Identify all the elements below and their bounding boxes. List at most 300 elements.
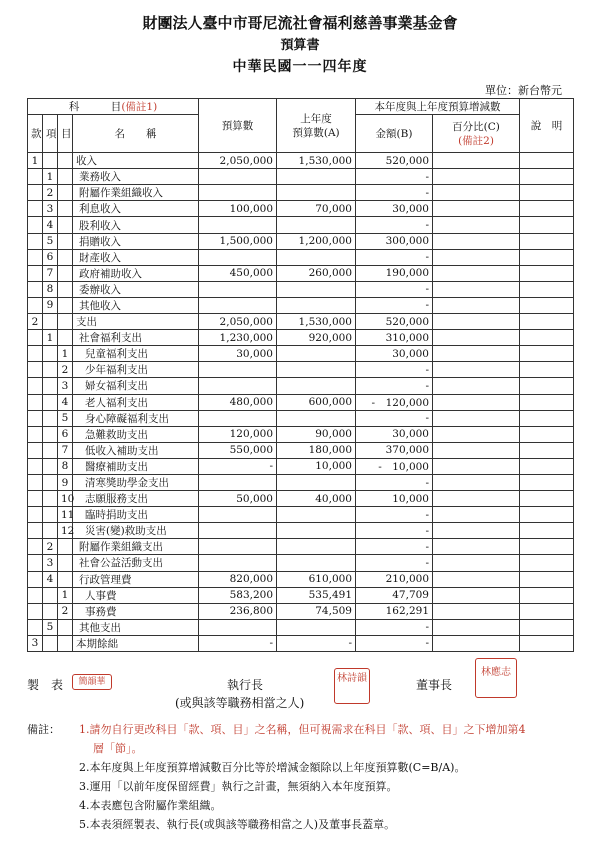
remark-header: 說 明: [520, 99, 574, 153]
prev-cell: 10,000: [277, 458, 356, 474]
kuan-cell: [28, 426, 43, 442]
name-cell: 行政管理費: [73, 571, 199, 587]
prev-cell: -: [277, 635, 356, 651]
prev-cell: [277, 555, 356, 571]
diff-cell: -: [356, 635, 433, 651]
prev-cell: [277, 474, 356, 490]
table-row: [28, 555, 574, 571]
kuan-cell: [28, 523, 43, 539]
name-cell: 捐贈收入: [73, 233, 199, 249]
pct-cell: [433, 394, 520, 410]
name-cell: 本期餘絀: [73, 635, 199, 651]
mu-cell: 1: [58, 587, 73, 603]
remark-cell: [520, 410, 574, 426]
mu-header: 目: [58, 115, 73, 153]
xiang-header: 項: [43, 115, 58, 153]
kuan-cell: [28, 217, 43, 233]
budget-cell: [199, 249, 277, 265]
kuan-cell: [28, 555, 43, 571]
remark-cell: [520, 346, 574, 362]
table-row: [28, 539, 574, 555]
pct-cell: [433, 330, 520, 346]
table-row: [28, 410, 574, 426]
diff-cell: -: [356, 474, 433, 490]
xiang-cell: [43, 426, 58, 442]
mu-cell: 7: [58, 442, 73, 458]
budget-cell: 236,800: [199, 603, 277, 619]
remark-cell: [520, 233, 574, 249]
pct-cell: [433, 378, 520, 394]
xiang-cell: 2: [43, 539, 58, 555]
note-1-cont: 層「節」。: [93, 742, 143, 755]
pct-cell: [433, 249, 520, 265]
mu-cell: 11: [58, 507, 73, 523]
pct-cell: [433, 555, 520, 571]
remark-cell: [520, 330, 574, 346]
mu-cell: [58, 314, 73, 330]
xiang-cell: [43, 474, 58, 490]
xiang-cell: [43, 362, 58, 378]
xiang-cell: [43, 507, 58, 523]
budget-cell: 2,050,000: [199, 153, 277, 169]
mu-cell: [58, 619, 73, 635]
mu-cell: [58, 249, 73, 265]
xiang-cell: 5: [43, 619, 58, 635]
budget-cell: 100,000: [199, 201, 277, 217]
mu-cell: [58, 571, 73, 587]
budget-cell: 820,000: [199, 571, 277, 587]
name-cell: 其他支出: [73, 619, 199, 635]
kuan-cell: [28, 603, 43, 619]
mu-cell: 12: [58, 523, 73, 539]
prev-cell: 920,000: [277, 330, 356, 346]
name-cell: 財產收入: [73, 249, 199, 265]
remark-cell: [520, 265, 574, 281]
note-1: 1.請勿自行更改科目「款、項、目」之名稱，但可視需求在科目「款、項、目」之下增加第4: [79, 723, 526, 736]
pct-cell: [433, 185, 520, 201]
pct-cell: [433, 217, 520, 233]
xiang-cell: 1: [43, 169, 58, 185]
budget-cell: 450,000: [199, 265, 277, 281]
mu-cell: [58, 330, 73, 346]
pct-cell: [433, 314, 520, 330]
table-row: [28, 297, 574, 313]
exec-sub-label: (或與該等職務相當之人): [175, 696, 305, 710]
prev-cell: 535,491: [277, 587, 356, 603]
notes-label: 備註：: [27, 723, 60, 736]
table-row: [28, 491, 574, 507]
name-cell: 災害(變)救助支出: [73, 523, 199, 539]
budget-cell: [199, 217, 277, 233]
diff-cell: 300,000: [356, 233, 433, 249]
kuan-cell: [28, 619, 43, 635]
pct-cell: [433, 603, 520, 619]
doc-title: 預算書: [280, 38, 320, 53]
prev-cell: 70,000: [277, 201, 356, 217]
currency-unit: 單位：新台幣元: [485, 84, 562, 97]
note-2: 2.本年度與上年度預算增減數百分比等於增減金額除以上年度預算數(C=B/A)。: [79, 761, 466, 774]
diff-cell: 30,000: [356, 426, 433, 442]
table-row: [28, 265, 574, 281]
name-cell: 委辦收入: [73, 281, 199, 297]
table-row: [28, 442, 574, 458]
xiang-cell: [43, 491, 58, 507]
budget-cell: [199, 169, 277, 185]
prev-cell: [277, 169, 356, 185]
diff-cell: 370,000: [356, 442, 433, 458]
table-row: [28, 185, 574, 201]
budget-cell: 1,230,000: [199, 330, 277, 346]
exec-label: 執行長: [227, 678, 264, 692]
diff-cell: 520,000: [356, 314, 433, 330]
pct-cell: [433, 426, 520, 442]
diff-cell: -: [356, 555, 433, 571]
xiang-cell: [43, 458, 58, 474]
pct-cell: [433, 346, 520, 362]
xiang-cell: [43, 153, 58, 169]
mu-cell: 4: [58, 394, 73, 410]
note-5: 5.本表須經製表、執行長(或與該等職務相當之人)及董事長蓋章。: [79, 818, 396, 831]
maker-label: 製 表: [27, 678, 64, 692]
mu-cell: 5: [58, 410, 73, 426]
table-row: [28, 635, 574, 651]
remark-cell: [520, 619, 574, 635]
name-cell: 社會公益活動支出: [73, 555, 199, 571]
remark-cell: [520, 169, 574, 185]
mu-cell: [58, 185, 73, 201]
diff-cell: -: [356, 185, 433, 201]
kuan-cell: [28, 346, 43, 362]
pct-cell: [433, 153, 520, 169]
pct-cell: [433, 523, 520, 539]
diff-cell: -: [356, 249, 433, 265]
remark-cell: [520, 362, 574, 378]
kuan-cell: [28, 539, 43, 555]
xiang-cell: [43, 635, 58, 651]
remark-cell: [520, 491, 574, 507]
xiang-cell: [43, 442, 58, 458]
diff-cell: 10,000: [356, 491, 433, 507]
diff-cell: - 10,000: [356, 458, 433, 474]
xiang-cell: 1: [43, 330, 58, 346]
diff-cell: -: [356, 507, 433, 523]
pct-cell: [433, 458, 520, 474]
mu-cell: 8: [58, 458, 73, 474]
budget-cell: [199, 281, 277, 297]
prev-cell: [277, 249, 356, 265]
diff-cell: -: [356, 281, 433, 297]
budget-cell: -: [199, 458, 277, 474]
kuan-cell: [28, 491, 43, 507]
name-cell: 社會福利支出: [73, 330, 199, 346]
table-row: [28, 153, 574, 169]
mu-cell: 10: [58, 491, 73, 507]
table-row: [28, 458, 574, 474]
remark-cell: [520, 394, 574, 410]
kuan-cell: 2: [28, 314, 43, 330]
pct-cell: [433, 539, 520, 555]
xiang-cell: [43, 314, 58, 330]
mu-cell: [58, 297, 73, 313]
name-cell: 事務費: [73, 603, 199, 619]
table-row: [28, 169, 574, 185]
name-cell: 兒童福利支出: [73, 346, 199, 362]
table-row: [28, 587, 574, 603]
prev-cell: [277, 217, 356, 233]
budget-cell: [199, 378, 277, 394]
table-row: [28, 362, 574, 378]
prev-cell: 1,530,000: [277, 314, 356, 330]
table-row: [28, 619, 574, 635]
mu-cell: 3: [58, 378, 73, 394]
budget-cell: [199, 410, 277, 426]
diff-cell: -: [356, 523, 433, 539]
name-cell: 股利收入: [73, 217, 199, 233]
prev-cell: [277, 507, 356, 523]
xiang-cell: 7: [43, 265, 58, 281]
prev-cell: 260,000: [277, 265, 356, 281]
kuan-cell: [28, 201, 43, 217]
kuan-cell: [28, 169, 43, 185]
remark-cell: [520, 281, 574, 297]
remark-cell: [520, 458, 574, 474]
name-cell: 婦女福利支出: [73, 378, 199, 394]
prev-cell: [277, 410, 356, 426]
budget-cell: 480,000: [199, 394, 277, 410]
xiang-cell: [43, 394, 58, 410]
budget-table: [27, 98, 574, 652]
name-cell: 清寒獎助學金支出: [73, 474, 199, 490]
diff-cell: 520,000: [356, 153, 433, 169]
table-row: [28, 346, 574, 362]
prev-cell: [277, 619, 356, 635]
table-row: [28, 571, 574, 587]
name-header: 名 稱: [73, 115, 199, 153]
budget-cell: [199, 619, 277, 635]
remark-cell: [520, 507, 574, 523]
xiang-cell: 3: [43, 201, 58, 217]
prev-cell: [277, 523, 356, 539]
remark-cell: [520, 474, 574, 490]
name-cell: 老人福利支出: [73, 394, 199, 410]
xiang-cell: [43, 346, 58, 362]
budget-cell: 1,500,000: [199, 233, 277, 249]
pct-cell: [433, 507, 520, 523]
pct-cell: [433, 587, 520, 603]
xiang-cell: 6: [43, 249, 58, 265]
subject-header: 科 目(備註1): [28, 99, 199, 115]
mu-cell: [58, 201, 73, 217]
kuan-cell: [28, 394, 43, 410]
chair-label: 董事長: [416, 678, 453, 692]
prev-cell: [277, 297, 356, 313]
budget-header: 預算數: [199, 99, 277, 153]
mu-cell: [58, 233, 73, 249]
maker-stamp: 簡韻華: [72, 674, 112, 690]
pct-header: 百分比(C) (備註2): [433, 115, 520, 153]
budget-cell: 120,000: [199, 426, 277, 442]
pct-cell: [433, 265, 520, 281]
prev-cell: 1,530,000: [277, 153, 356, 169]
pct-cell: [433, 362, 520, 378]
prev-cell: [277, 539, 356, 555]
budget-cell: [199, 362, 277, 378]
mu-cell: [58, 265, 73, 281]
prev-cell: 180,000: [277, 442, 356, 458]
kuan-cell: [28, 410, 43, 426]
fiscal-year: 中華民國一一四年度: [232, 59, 368, 75]
kuan-cell: [28, 507, 43, 523]
budget-cell: [199, 185, 277, 201]
remark-cell: [520, 539, 574, 555]
mu-cell: [58, 555, 73, 571]
kuan-cell: [28, 458, 43, 474]
remark-cell: [520, 314, 574, 330]
diff-cell: -: [356, 378, 433, 394]
kuan-cell: [28, 330, 43, 346]
name-cell: 醫療補助支出: [73, 458, 199, 474]
kuan-cell: [28, 442, 43, 458]
xiang-cell: 5: [43, 233, 58, 249]
name-cell: 人事費: [73, 587, 199, 603]
remark-cell: [520, 442, 574, 458]
prev-cell: 74,509: [277, 603, 356, 619]
pct-cell: [433, 474, 520, 490]
kuan-cell: [28, 378, 43, 394]
remark-cell: [520, 217, 574, 233]
remark-cell: [520, 153, 574, 169]
kuan-cell: 1: [28, 153, 43, 169]
table-row: [28, 201, 574, 217]
budget-cell: [199, 507, 277, 523]
pct-cell: [433, 281, 520, 297]
prev-cell: 600,000: [277, 394, 356, 410]
name-cell: 政府補助收入: [73, 265, 199, 281]
prev-cell: [277, 281, 356, 297]
mu-cell: 2: [58, 362, 73, 378]
table-row: [28, 281, 574, 297]
pct-cell: [433, 233, 520, 249]
table-row: [28, 233, 574, 249]
xiang-cell: [43, 587, 58, 603]
note-4: 4.本表應包含附屬作業組織。: [79, 799, 222, 812]
name-cell: 低收入補助支出: [73, 442, 199, 458]
budget-cell: 30,000: [199, 346, 277, 362]
mu-cell: 6: [58, 426, 73, 442]
note-3: 3.運用「以前年度保留經費」執行之計畫，無須納入本年度預算。: [79, 780, 398, 793]
xiang-cell: [43, 410, 58, 426]
table-row: [28, 523, 574, 539]
org-title: 財團法人臺中市哥尼流社會福利慈善事業基金會: [142, 14, 458, 32]
table-row: [28, 249, 574, 265]
xiang-cell: [43, 523, 58, 539]
xiang-cell: [43, 603, 58, 619]
name-cell: 收入: [73, 153, 199, 169]
table-row: [28, 378, 574, 394]
prev-cell: [277, 362, 356, 378]
diff-cell: -: [356, 410, 433, 426]
prev-cell: 90,000: [277, 426, 356, 442]
name-cell: 業務收入: [73, 169, 199, 185]
mu-cell: [58, 153, 73, 169]
kuan-cell: [28, 297, 43, 313]
pct-cell: [433, 169, 520, 185]
table-row: [28, 474, 574, 490]
xiang-cell: 3: [43, 555, 58, 571]
diff-cell: -: [356, 297, 433, 313]
xiang-cell: 4: [43, 571, 58, 587]
kuan-cell: [28, 362, 43, 378]
diff-cell: -: [356, 217, 433, 233]
pct-cell: [433, 619, 520, 635]
diff-cell: 162,291: [356, 603, 433, 619]
kuan-cell: [28, 185, 43, 201]
table-row: [28, 603, 574, 619]
diff-cell: -: [356, 362, 433, 378]
name-cell: 支出: [73, 314, 199, 330]
pct-cell: [433, 442, 520, 458]
mu-cell: [58, 635, 73, 651]
pct-cell: [433, 201, 520, 217]
chair-stamp: 林應志: [475, 658, 517, 698]
name-cell: 少年福利支出: [73, 362, 199, 378]
name-cell: 利息收入: [73, 201, 199, 217]
remark-cell: [520, 571, 574, 587]
diff-cell: -: [356, 619, 433, 635]
diff-cell: -: [356, 539, 433, 555]
remark-cell: [520, 523, 574, 539]
pct-cell: [433, 410, 520, 426]
kuan-cell: [28, 571, 43, 587]
pct-cell: [433, 491, 520, 507]
xiang-cell: 2: [43, 185, 58, 201]
remark-cell: [520, 201, 574, 217]
budget-cell: [199, 523, 277, 539]
diff-cell: 310,000: [356, 330, 433, 346]
name-cell: 臨時捐助支出: [73, 507, 199, 523]
budget-cell: -: [199, 635, 277, 651]
xiang-cell: 8: [43, 281, 58, 297]
prev-header: 上年度 預算數(A): [277, 99, 356, 153]
remark-cell: [520, 555, 574, 571]
budget-cell: [199, 539, 277, 555]
diff-cell: 190,000: [356, 265, 433, 281]
kuan-cell: [28, 474, 43, 490]
name-cell: 身心障礙福利支出: [73, 410, 199, 426]
prev-cell: 1,200,000: [277, 233, 356, 249]
mu-cell: [58, 217, 73, 233]
name-cell: 其他收入: [73, 297, 199, 313]
pct-cell: [433, 571, 520, 587]
table-row: [28, 394, 574, 410]
exec-stamp: 林詩韻: [334, 668, 370, 704]
kuan-cell: [28, 265, 43, 281]
name-cell: 附屬作業組織收入: [73, 185, 199, 201]
kuan-header: 款: [28, 115, 43, 153]
mu-cell: 2: [58, 603, 73, 619]
remark-cell: [520, 426, 574, 442]
remark-cell: [520, 378, 574, 394]
diff-header: 本年度與上年度預算增減數: [356, 99, 520, 115]
table-row: [28, 330, 574, 346]
budget-cell: 583,200: [199, 587, 277, 603]
budget-cell: 550,000: [199, 442, 277, 458]
table-row: [28, 314, 574, 330]
budget-cell: 50,000: [199, 491, 277, 507]
kuan-cell: [28, 587, 43, 603]
remark-cell: [520, 297, 574, 313]
mu-cell: [58, 169, 73, 185]
